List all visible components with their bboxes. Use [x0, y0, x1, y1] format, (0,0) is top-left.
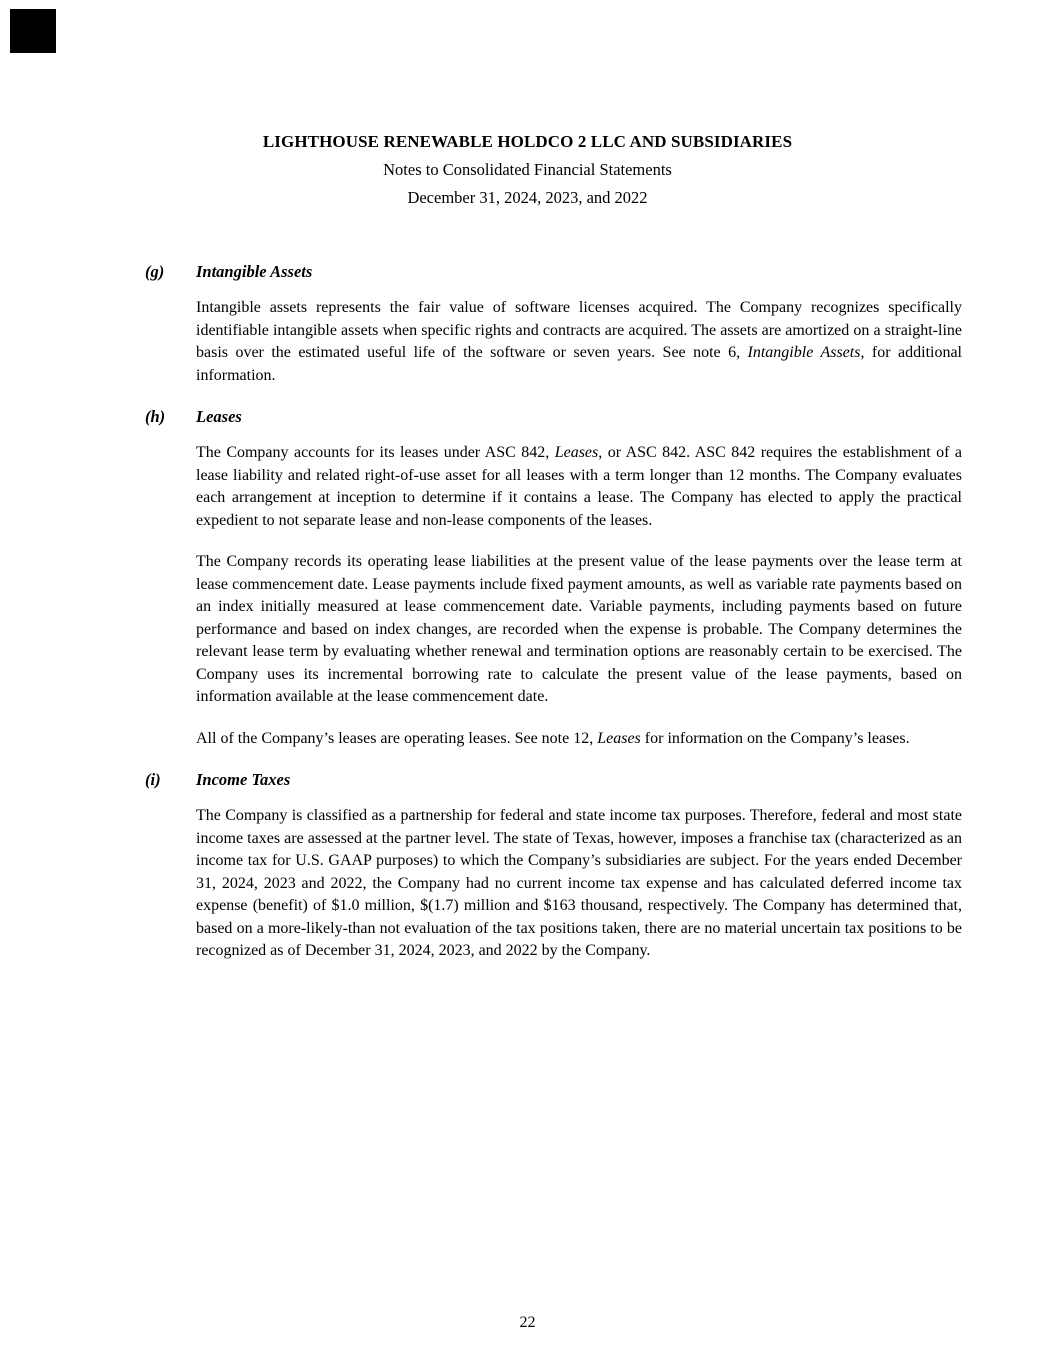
company-title: LIGHTHOUSE RENEWABLE HOLDCO 2 LLC AND SUBSIDIARIES [262, 132, 793, 151]
section-title: Intangible Assets [196, 262, 313, 281]
section-label: (h) [145, 407, 166, 426]
section-title: Leases [196, 407, 242, 426]
paragraph: Intangible assets represents the fair value of software licenses acquired. The Company recognizes specifically identifiable intangible assets when specific rights and contracts are acquired. The assets are amortized on a straight-line basis over the estimated useful life of the software or seven years. See note 6, Intangible Assets, for additional information. [196, 299, 963, 384]
section-heading [145, 769, 962, 791]
section-label: (i) [145, 770, 161, 789]
paragraph: All of the Company’s leases are operating leases. See note 12, Leases for information on the Company’s leases. [196, 729, 910, 747]
paragraph: The Company is classified as a partnership for federal and state income tax purposes. Therefore, federal and most state income taxes are assessed at the partner level. The state of Texas, however, imposes a franchise tax (characterized as an income tax for U.S. GAAP purposes) to which the Company’s subsidiaries are subject. For the years ended December 31, 2024, 2023 and 2022, the Company had no current income tax expense and has calculated deferred income tax expense (benefit) of $1.0 million, $(1.7) million and $163 thousand, respectively. The Company has determined that, based on a more-likely-than not evaluation of the tax positions taken, there are no material uncertain tax positions to be recognized as of December 31, 2024, 2023, and 2022 by the Company. [196, 807, 962, 959]
section-income-taxes [145, 769, 962, 963]
document-subtitle: Notes to Consolidated Financial Statements [383, 160, 672, 179]
notes-content [145, 261, 962, 963]
document-header [0, 0, 1055, 207]
page-footer [0, 1313, 1055, 1333]
paragraph: The Company accounts for its leases under ASC 842, Leases, or ASC 842. ASC 842 requires the establishment of a lease liability and related right-of-use asset for all leases with a term longer than 12 months. The Company evaluates each arrangement at inception to determine if it contains a lease. The Company has elected to apply the practical expedient to not separate lease and non-lease components of the leases. [196, 444, 962, 529]
corner-marker [10, 9, 56, 53]
section-intangible-assets [145, 261, 962, 387]
date-line: December 31, 2024, 2023, and 2022 [407, 188, 648, 207]
section-heading [145, 406, 962, 428]
page-number: 22 [519, 1314, 536, 1331]
section-title: Income Taxes [196, 770, 291, 789]
section-heading [145, 261, 962, 283]
paragraph: The Company records its operating lease liabilities at the present value of the lease payments over the lease term at lease commencement date. Lease payments include fixed payment amounts, as well as variable rate payments based on an index initially measured at lease commencement date. Variable payments, including payments based on future performance and based on index changes, are recorded when the expense is probable. The Company determines the relevant lease term by evaluating whether renewal and termination options are reasonably certain to be exercised. The Company uses its incremental borrowing rate to calculate the present value of the lease payments, based on information available at the lease commencement date. [196, 553, 962, 705]
section-leases [145, 406, 962, 750]
section-label: (g) [145, 262, 165, 281]
